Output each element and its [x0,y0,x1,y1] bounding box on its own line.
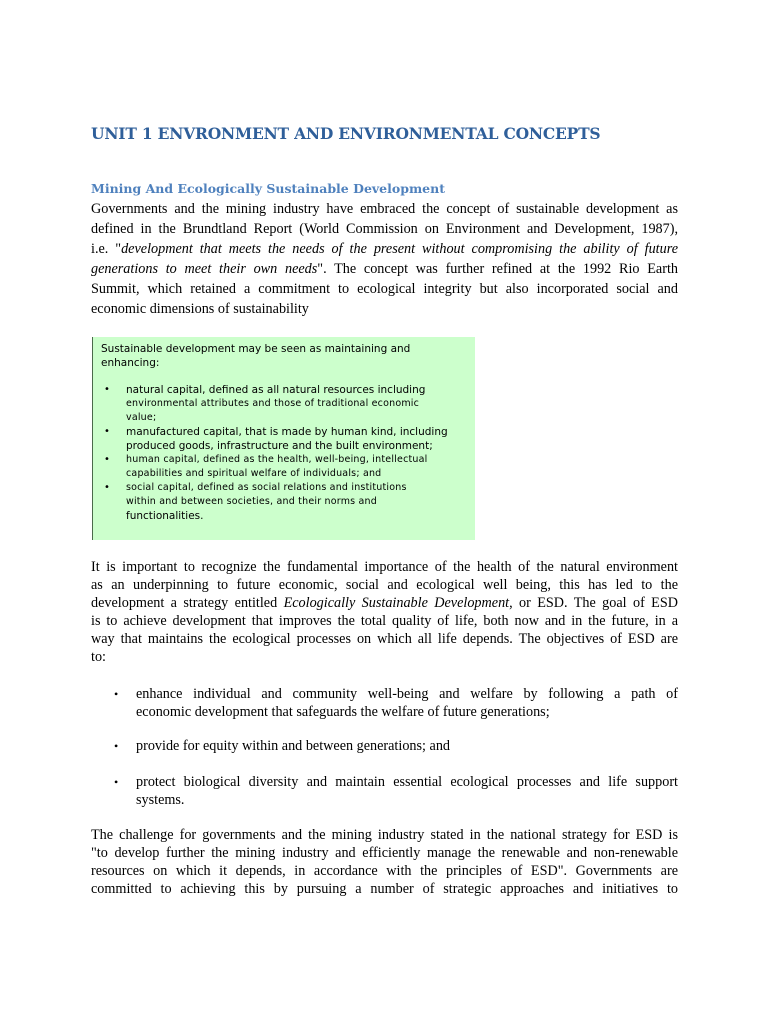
list-item [93,453,475,481]
text-line: "to develop further the mining industry and efficiently manage the renewable and non-renewable [91,845,678,861]
list-item-text [136,685,678,721]
text-line: It is important to recognize the fundamental importance of the health of the natural environment [91,559,678,575]
text-line [91,259,678,279]
bullet-icon: • [104,426,110,437]
text-line: to: [91,649,106,665]
italic-term: Ecologically Sustainable Development [283,595,510,611]
text-line: within and between societies, and their norms and [126,496,378,507]
bullet-icon: • [104,384,110,395]
text-line: Governments and the mining industry have embraced the concept of sustainable development as [91,201,678,217]
text-line: committed to achieving this by pursuing a number of strategic approaches and initiatives to [91,881,678,897]
callout-intro [101,342,461,370]
text-line: enhance individual and community well-being and welfare by following a path of [136,686,678,702]
list-item-text [136,773,678,809]
text-line: Sustainable development may be seen as maintaining and [101,343,411,355]
italic-quote: generations to meet their own needs [91,261,318,277]
paragraph-sustainable-development [91,199,678,319]
bullet-icon: • [114,739,119,753]
capital-list [93,383,475,523]
text-line: value; [126,412,157,423]
text-line: capabilities and spiritual welfare of individuals; and [126,468,382,479]
text-line: economic dimensions of sustainability [91,301,309,317]
list-item [93,425,475,453]
text-line: Summit, which retained a commitment to ecological integrity but also incorporated social and [91,281,678,297]
text-line: human capital, defined as the health, well-being, intellectual [126,454,428,465]
text-line: resources on which it depends, in accordance with the principles of ESD". Governments are [91,863,678,879]
bullet-icon: • [104,454,110,465]
text-line: natural capital, defined as all natural resources including [126,384,426,396]
bullet-icon: • [114,775,119,789]
text-run: , or ESD. The goal of ESD [509,595,678,611]
text-line: provide for equity within and between generations; and [136,738,451,754]
text-line: systems. [136,792,185,808]
list-item-text [136,737,678,755]
text-run: ". The concept was further refined at the 1992 Rio Earth [317,261,678,277]
bullet-icon: • [104,482,110,493]
text-line: produced goods, infrastructure and the built environment; [126,440,433,452]
text-line: enhancing: [101,357,160,369]
text-line: environmental attributes and those of traditional economic [126,398,420,409]
paragraph-challenge [91,826,678,898]
text-line: protect biological diversity and maintain essential ecological processes and life support [136,774,678,790]
paragraph-esd [91,558,678,666]
list-item [93,383,475,425]
text-line [91,239,678,259]
text-run: development a strategy entitled [91,595,284,611]
sustainable-development-callout-box [92,337,475,540]
text-run: i.e. " [91,241,122,257]
italic-quote: development that meets the needs of the present without compromising the ability of future [121,241,678,257]
text-line: The challenge for governments and the mining industry stated in the national strategy for ESD is [91,827,678,843]
text-line: way that maintains the ecological processes on which all life depends. The objectives of ESD are [91,631,678,647]
text-line: social capital, defined as social relations and institutions [126,482,407,493]
bullet-icon: • [114,687,119,701]
text-line: manufactured capital, that is made by human kind, including [126,426,448,438]
unit-heading: UNIT 1 ENVRONMENT AND ENVIRONMENTAL CONCEPTS [91,124,601,143]
text-line: defined in the Brundtland Report (World Commission on Environment and Development, 1987), [91,221,678,237]
text-line: as an underpinning to future economic, social and ecological well being, this has led to the [91,577,678,593]
section-heading: Mining And Ecologically Sustainable Development [91,181,445,196]
text-line [91,594,678,612]
list-item [93,481,475,523]
text-line: functionalities. [126,510,204,522]
text-line: economic development that safeguards the welfare of future generations; [136,704,550,720]
text-line: is to achieve development that improves the total quality of life, both now and in the future, in a [91,613,678,629]
